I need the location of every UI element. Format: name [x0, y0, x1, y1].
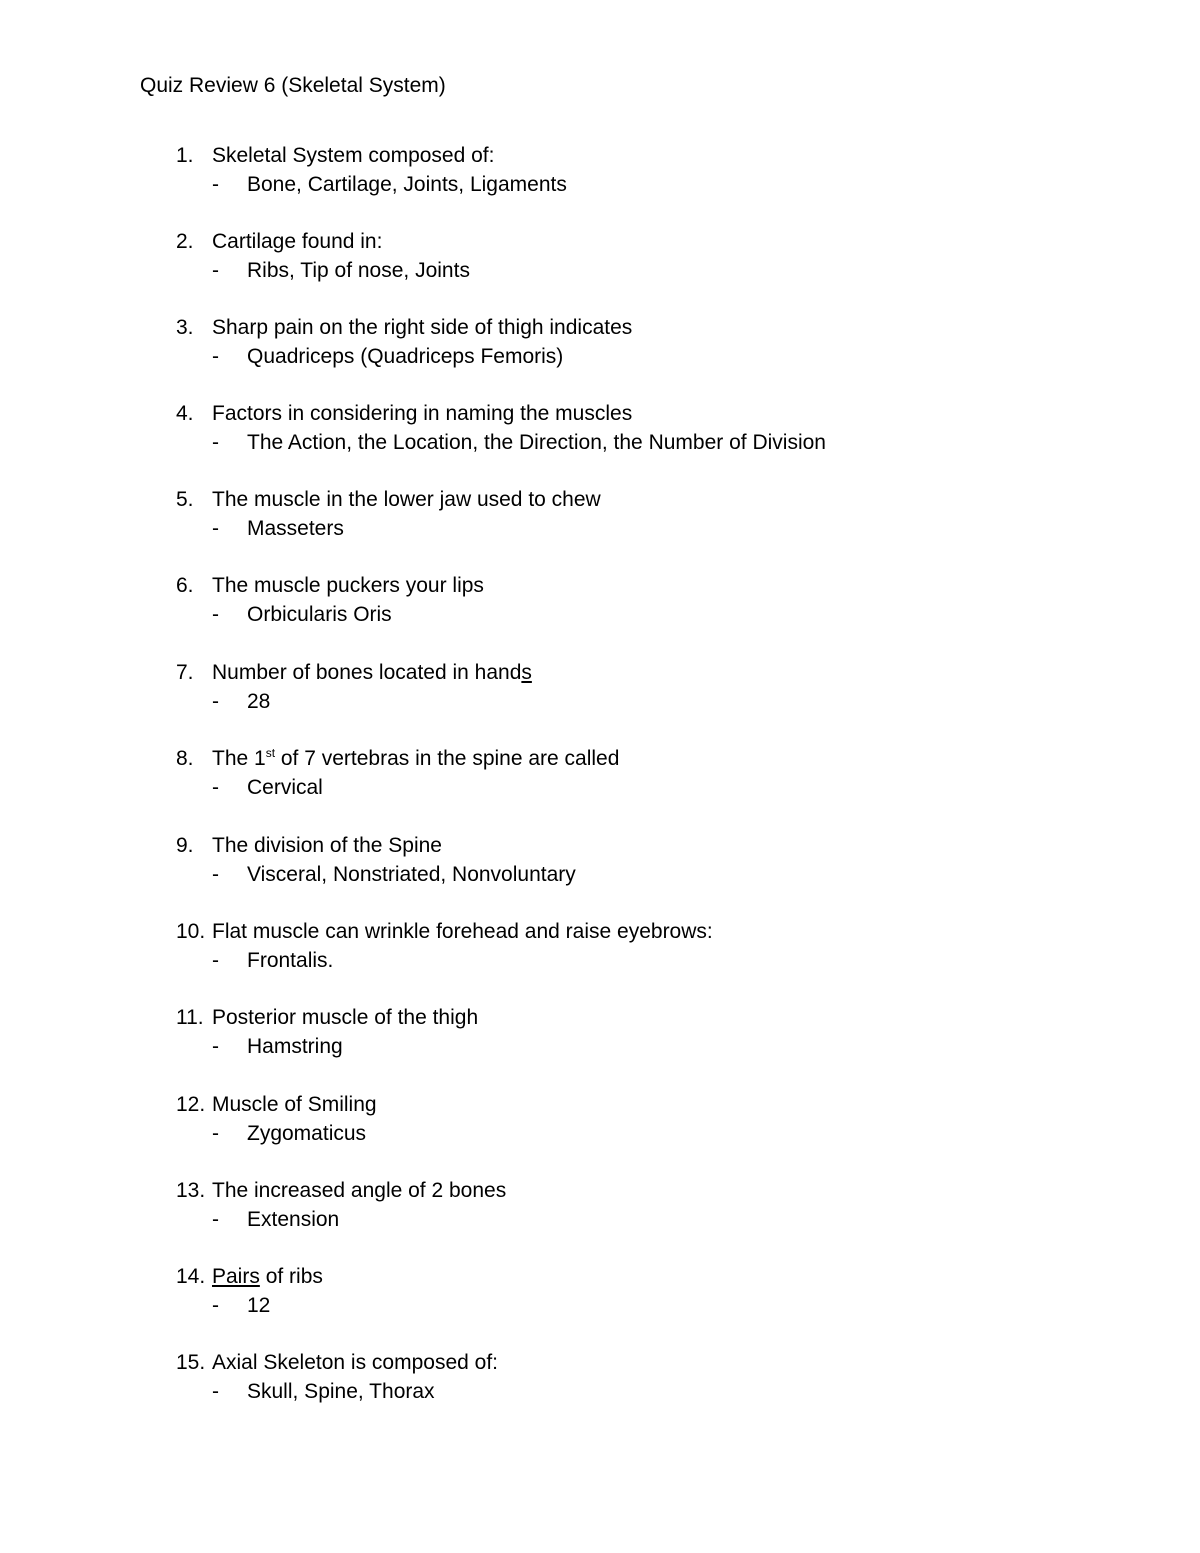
question-text-end: of 7 vertebras in the spine are called	[275, 747, 620, 770]
answer-text: Cervical	[247, 776, 323, 799]
question-text: Posterior muscle of the thigh	[212, 1006, 479, 1029]
question-text-main: Number of bones located in hand	[212, 661, 522, 684]
question-text	[212, 745, 619, 773]
answer-dash: -	[212, 863, 219, 886]
answer-dash: -	[212, 1294, 219, 1317]
question-text: The division of the Spine	[212, 834, 442, 857]
question-text-end: of ribs	[259, 1265, 323, 1288]
answer-dash: -	[212, 259, 219, 282]
question-text: Skeletal System composed of:	[212, 144, 495, 167]
item-number: 13.	[176, 1179, 206, 1202]
answer-text: Skull, Spine, Thorax	[247, 1380, 435, 1403]
answer-text: 12	[247, 1294, 271, 1317]
answer-dash: -	[212, 431, 219, 454]
item-number: 10.	[176, 920, 206, 943]
answer-dash: -	[212, 603, 219, 626]
answer-text: Quadriceps (Quadriceps Femoris)	[247, 345, 564, 368]
question-text-underlined: s	[521, 661, 532, 684]
question-text: Axial Skeleton is composed of:	[212, 1351, 498, 1374]
question-text-underlined: Pairs	[212, 1265, 260, 1288]
answer-dash: -	[212, 776, 219, 799]
item-number: 4.	[176, 402, 194, 425]
item-number: 8.	[176, 747, 194, 770]
answer-text: Zygomaticus	[247, 1122, 367, 1145]
question-text: Muscle of Smiling	[212, 1093, 377, 1116]
item-number: 7.	[176, 661, 194, 684]
question-text: The muscle in the lower jaw used to chew	[212, 488, 601, 511]
answer-text: Frontalis.	[247, 949, 334, 972]
item-number: 11.	[176, 1006, 204, 1029]
answer-text: Bone, Cartilage, Joints, Ligaments	[247, 173, 567, 196]
answer-dash: -	[212, 1208, 219, 1231]
answer-text: Hamstring	[247, 1035, 343, 1058]
answer-text: Orbicularis Oris	[247, 603, 392, 626]
page-title: Quiz Review 6 (Skeletal System)	[140, 74, 446, 97]
answer-text: Masseters	[247, 517, 344, 540]
question-text: The muscle puckers your lips	[212, 574, 484, 597]
question-text: Flat muscle can wrinkle forehead and raise eyebrows:	[212, 920, 713, 943]
answer-text: The Action, the Location, the Direction, the Number of Division	[247, 431, 826, 454]
answer-dash: -	[212, 173, 219, 196]
question-text: Sharp pain on the right side of thigh indicates	[212, 316, 633, 339]
item-number: 14.	[176, 1265, 206, 1288]
ordinal-superscript: st	[265, 746, 276, 760]
answer-dash: -	[212, 1122, 219, 1145]
item-number: 1.	[176, 144, 194, 167]
answer-dash: -	[212, 1380, 219, 1403]
question-text-start: The 1	[212, 747, 266, 770]
question-text	[212, 659, 532, 687]
answer-dash: -	[212, 517, 219, 540]
item-number: 12.	[176, 1093, 206, 1116]
question-text: Factors in considering in naming the muscles	[212, 402, 633, 425]
item-number: 6.	[176, 574, 194, 597]
answer-dash: -	[212, 690, 219, 713]
answer-dash: -	[212, 1035, 219, 1058]
answer-text: 28	[247, 690, 271, 713]
question-text: Cartilage found in:	[212, 230, 383, 253]
item-number: 15.	[176, 1351, 206, 1374]
answer-text: Visceral, Nonstriated, Nonvoluntary	[247, 863, 576, 886]
item-number: 5.	[176, 488, 194, 511]
item-number: 9.	[176, 834, 194, 857]
answer-text: Extension	[247, 1208, 340, 1231]
answer-text: Ribs, Tip of nose, Joints	[247, 259, 470, 282]
question-text	[212, 1263, 323, 1291]
answer-dash: -	[212, 345, 219, 368]
answer-dash: -	[212, 949, 219, 972]
question-text: The increased angle of 2 bones	[212, 1179, 507, 1202]
item-number: 3.	[176, 316, 194, 339]
item-number: 2.	[176, 230, 194, 253]
